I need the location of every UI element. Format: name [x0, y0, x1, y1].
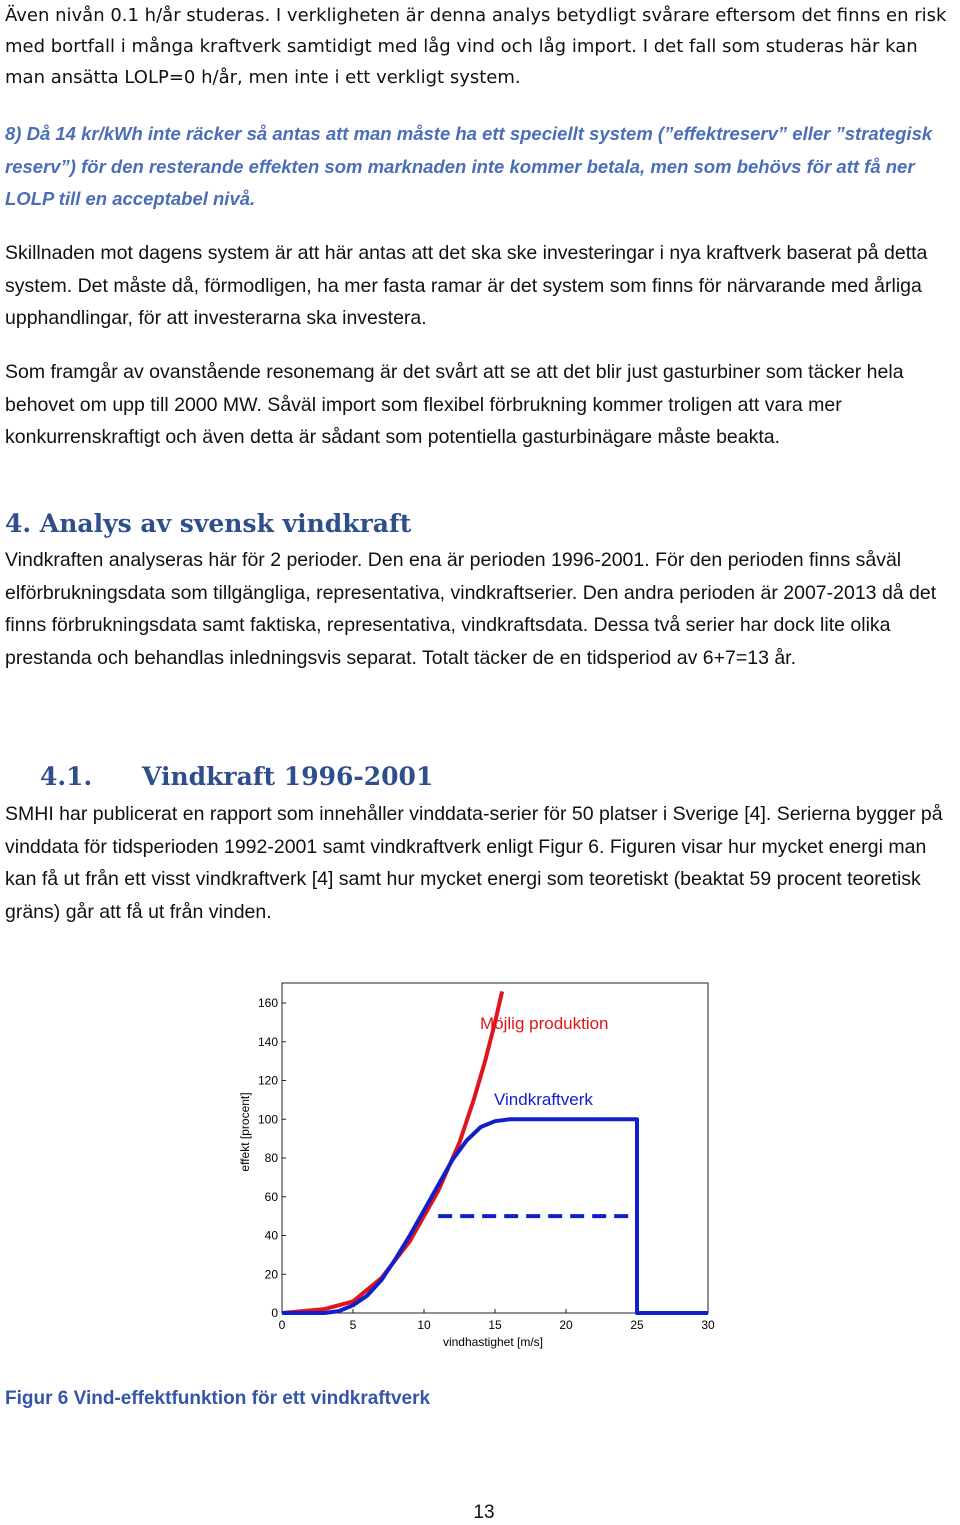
paragraph-wind-periods: Vindkraften analyseras här för 2 perioder. Den ena är perioden 1996-2001. För den perioden finns såväl elförbrukningsdata som tillgängliga, representativa, vindkraftserier. Den andra perioden är 2007-2013 då det finns förbrukningsdata samt faktiska, representativa, vindkraftsdata. Dessa två serier har dock lite olika prestanda och behandlas inledningsvis separat. Totalt täcker de en tidsperiod av 6+7=13 år. [5, 549, 937, 669]
y-tick-label: 40 [264, 1228, 278, 1243]
paragraph-note-8: 8) Då 14 kr/kWh inte räcker så antas att man måste ha ett speciellt system (”effektreserv” eller ”strategisk reserv”) för den resterande effekten som marknaden inte kommer betala, men som behövs för att få ner LOLP till en acceptabel nivå. [5, 123, 933, 209]
paragraph-difference: Skillnaden mot dagens system är att här antas att det ska ske investeringar i nya kraftverk baserat på detta system. Det måste då, förmodligen, ha mer fasta ramar är det system som finns för närvarande med årliga upphandlingar, för att investerarna ska investera. [5, 242, 928, 329]
section-title: Vindkraft 1996-2001 [142, 762, 434, 791]
y-tick-label: 20 [264, 1267, 278, 1282]
wind-power-chart [230, 980, 730, 1360]
figure-6 [230, 980, 730, 1365]
x-axis-label: vindhastighet [m/s] [442, 1335, 544, 1349]
y-tick-label: 80 [264, 1151, 278, 1165]
x-tick-label: 5 [349, 1318, 357, 1332]
x-tick-label: 20 [559, 1318, 573, 1332]
paragraph-lolp-note: Även nivån 0.1 h/år studeras. I verkligheten är denna analys betydligt svårare eftersom det finns en risk med bortfall i många kraftverk samtidigt med låg vind och låg import. I det fall som studeras här kan man ansätta LOLP=0 h/år, men inte i ett verkligt system. [5, 5, 947, 88]
section-heading-4: 4. Analys av svensk vindkraft [5, 509, 412, 538]
paragraph-reasoning: Som framgår av ovanstående resonemang är det svårt att se att det blir just gasturbiner som täcker hela behovet om upp till 2000 MW. Såväl import som flexibel förbrukning kommer troligen att vara mer konkurrenskraftigt och även detta är sådant som potentiella gasturbinägare måste beakta. [5, 361, 904, 448]
y-axis-label: effekt [procent] [238, 1092, 252, 1172]
y-tick-label: 100 [257, 1112, 278, 1127]
paragraph-smhi: SMHI har publicerat en rapport som innehåller vinddata-serier för 50 platser i Sverige [4]. Serierna bygger på vinddata för tidsperioden 1992-2001 samt vindkraftverk enligt Figur 6. Figuren visar hur mycket energi man kan få ut från ett visst vindkraftverk [4] samt hur mycket energi som teoretiskt (beaktat 59 procent teoretisk gräns) går att få ut från vinden. [5, 803, 943, 923]
x-tick-label: 10 [417, 1318, 431, 1332]
section-heading-4-1 [40, 760, 433, 794]
annotation-possible-production: Möjlig produktion [480, 1014, 609, 1033]
y-tick-label: 160 [257, 996, 278, 1010]
x-tick-label: 15 [488, 1318, 502, 1332]
x-tick-label: 25 [630, 1318, 644, 1332]
y-tick-label: 120 [257, 1073, 278, 1088]
page-number: 13 [473, 1502, 495, 1523]
y-tick-label: 60 [264, 1189, 278, 1204]
figure-caption: Figur 6 Vind-effektfunktion för ett vindkraftverk [5, 1388, 431, 1409]
annotation-wind-turbine: Vindkraftverk [494, 1090, 593, 1109]
y-tick-label: 0 [271, 1306, 278, 1320]
section-number: 4.1. [40, 762, 93, 791]
y-tick-label: 140 [257, 1034, 278, 1049]
x-tick-label: 30 [701, 1318, 715, 1332]
x-tick-label: 0 [278, 1318, 286, 1332]
